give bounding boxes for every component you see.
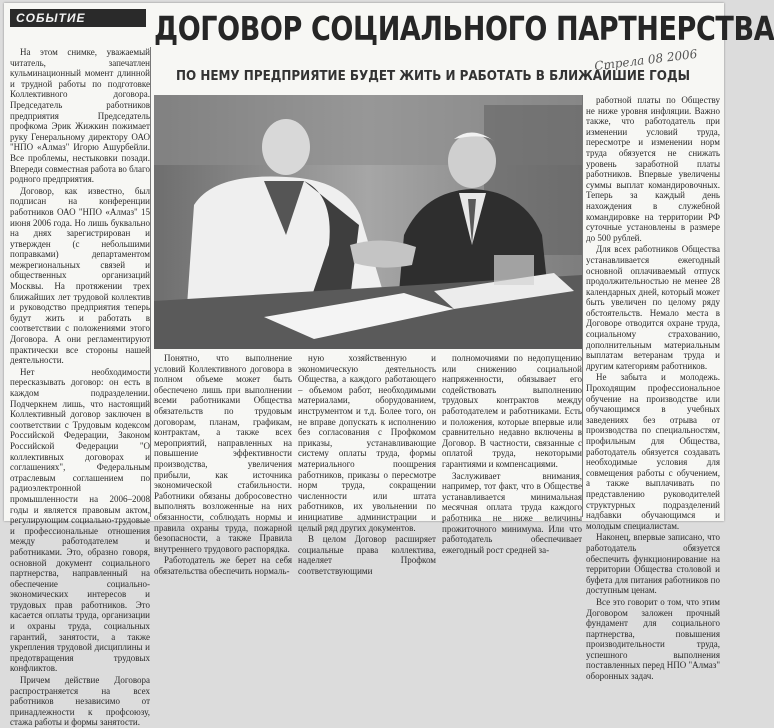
right-column-text: [586, 95, 720, 682]
paragraph: Заслуживает внимания, например, тот факт, что в Обществе устанавливается минимальная месячная оплата труда каждого работника не ниже величины прожиточного минимума. Или что работодатель обеспечивает ежегодный рост средней за-: [442, 470, 582, 555]
paragraph: Нет необходимости пересказывать договор: он есть в каждом подразделении. Подчеркнем лишь, что настоящий Коллективный договор заключен в соответствии с Трудовым кодексом Российской Федерации, Законом Российской Федерации "О коллективных договорах и соглашениях", Федеральным отраслевым соглашением по радиоэлектронной промышленности на 2006–2008 годы и является правовым актом, регулирующим социально-трудовые и профессиональные отношения между работодателем и работниками. Это, образно говоря, основной документ социального партнерства, направленный на обеспечение социально-экономических интересов и трудовых прав работников. Это касается оплаты труда, организации и охраны труда, социальных гарантий, занятости, а также укрепления трудовой дисциплины и предотвращения трудовых конфликтов.: [10, 366, 150, 674]
photo-illustration: [154, 95, 582, 349]
paragraph: Договор, как известно, был подписан на конференции работников ОАО "НПО «Алмаз" 15 июня 2006 года. Но лишь буквально на днях зарегистрирован и утвержден (с небольшими поправками) департаментом межрегиональных связей и общественных организаций Москвы. На протяжении трех ближайших лет трудовой коллектив и руководство предприятия теперь будут жить и работать в соответствии с положениями этого Договора. А они регламентируют практически все стороны нашей деятельности.: [10, 185, 150, 366]
paragraph: ную хозяйственную и экономическую деятельность Общества, а каждого работающего – объемом работ, необходимыми материалами, оборудованием, инструментом и т.д. Более того, он не вправе допускать к исполнению без согласования с Профкомом приказы, устанавливающие систему оплаты труда, формы материального поощрения работников, приказы о пересмотре норм труда, сокращении численности или штата работников, их увольнении по инициативе администрации и целый ряд других документов.: [298, 353, 436, 533]
headline: ДОГОВОР СОЦИАЛЬНОГО ПАРТНЕРСТВА: [154, 9, 774, 48]
paragraph: На этом снимке, уважаемый читатель, запечатлен кульминационный момент длинной и трудной работы по подготовке Коллективного договора. Председатель работников предприятия Председатель профкома Эрик Жижкин пожимает руку Генеральному директору ОАО "НПО «Алмаз" Игорю Ашурбейли. Все проблемы, нестыковки позади. Впереди совместная работа во благо родного предприятия.: [10, 47, 150, 185]
bottom-column-3-text: [442, 353, 582, 555]
left-column-text: [10, 47, 150, 728]
paragraph: работной платы по Обществу не ниже уровня инфляции. Важно также, что работодатель при изменении условий труда, пересмотре и изменении норм труда обязуется не снижать уровень заработной платы работников. Впервые увеличены суммы выплат командировочных. Теперь за каждый день нахождения в служебной командировке на территории РФ суточные установлены в размере до 500 рублей.: [586, 95, 720, 243]
paragraph: Наконец, впервые записано, что работодатель обязуется обеспечить функционирование на территории Общества столовой и буфета для питания работников по доступным ценам.: [586, 532, 720, 596]
paragraph: Работодатель же берет на себя обязательства обеспечить нормаль-: [154, 555, 292, 576]
handshake-photo: [154, 95, 582, 349]
handwritten-note: Стрела 08 2006: [593, 46, 699, 74]
section-rubric: СОБЫТИЕ: [10, 9, 146, 27]
paragraph: Причем действие Договора распространяется на всех работников независимо от принадлежности к профсоюзу, стажа работы и формы занятости.: [10, 675, 150, 728]
paragraph: Все это говорит о том, что этим Договором заложен прочный фундамент для социального партнерства, повышения производительности труда, успешного выполнения поставленных перед НПО "Алмаз" оборонных задач.: [586, 596, 720, 682]
column-divider: [150, 47, 151, 517]
paragraph: В целом Договор расширяет социальные права коллектива, наделяет Профком соответствующими: [298, 534, 436, 576]
bottom-column-2-text: [298, 353, 436, 576]
paragraph: Не забыта и молодежь. Проходящим профессиональное обучение на производстве или обучающимся в учебных заведениях без отрыва от производства по специальностям, профильным для Общества, работодатель обязуется создавать необходимые условия для совмещения работы с обучением, а также выплачивать по представлению руководителей структурных подразделений надбавки обучающимся и молодым специалистам.: [586, 372, 720, 531]
paragraph: Для всех работников Общества устанавливается ежегодный основной оплачиваемый отпуск продолжительностью не менее 28 календарных дней, который может быть увеличен по целому ряду обстоятельств. Немало места в Договоре отводится охране труда, социальному страхованию, дополнительным материальным выплатам ветеранам труда и другим категориям работников.: [586, 244, 720, 371]
paragraph: Понятно, что выполнение условий Коллективного договора в полном объеме может быть обеспечено лишь при выполнении всеми работниками Общества обязательств по трудовым договорам, планам, графикам, контрактам, а также всех мероприятий, направленных на повышение эффективности производства, увеличения прибыли, как источника экономической стабильности. Работники обязаны добросовестно выполнять возложенные на них обязанности, соблюдать нормы и правила охраны труда, пожарной безопасности, а также Правила внутреннего трудового распорядка.: [154, 353, 292, 554]
subheadline: ПО НЕМУ ПРЕДПРИЯТИЕ БУДЕТ ЖИТЬ И РАБОТАТЬ В БЛИЖАЙШИЕ ГОДЫ: [176, 69, 691, 84]
paragraph: полномочиями по недопущению или снижению социальной напряженности, обязывает его содействовать выполнению трудовых контрактов между работодателем и работниками. Есть и положения, которые впервые или сравнительно недавно включены в Договор. В частности, связанные с оплатой труда, некоторыми гарантиями и компенсациями.: [442, 353, 582, 469]
column-divider: [582, 95, 583, 517]
bottom-column-1-text: [154, 353, 292, 576]
newspaper-page: [4, 3, 774, 728]
